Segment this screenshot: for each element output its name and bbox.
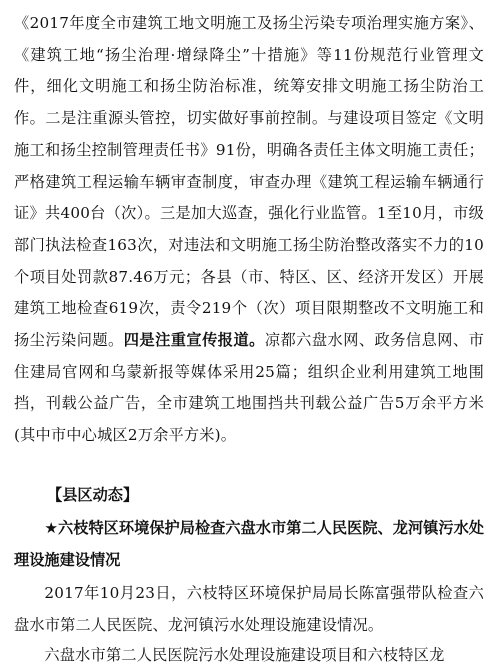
paragraph-text-part2: 凉都六盘水网、政务信息网、市住建局官网和乌蒙新报等媒体采用25篇；组织企业利用建筑工地围挡，刊载公益广告，全市建筑工地围挡共刊载公益广告5万余平方米(其中市中心城区2万余平方米)。 bbox=[14, 331, 484, 445]
body-paragraph bbox=[14, 8, 484, 452]
news-paragraph: 2017年10月23日，六枝特区环境保护局局长陈富强带队检查六盘水市第二人民医院、龙河镇污水处理设施建设情况。 bbox=[14, 584, 484, 634]
paragraph-text-part1: 《2017年度全市建筑工地文明施工及扬尘污染专项治理实施方案》、《建筑工地“扬尘治理·增绿降尘”十措施》等11份规范行业管理文件，细化文明施工和扬尘防治标准，统筹安排文明施工扬尘防治工作。二是注重源头管控，切实做好事前控制。与建设项目签定《文明施工和扬尘控制管理责任书》91份，明确各责任主体文明施工责任；严格建筑工程运输车辆审查制度，审查办理《建筑工程运输车辆通行证》共400台（次）。三是加大巡查，强化行业监管。1至10月，市级部门执法检查163次，对违法和文明施工扬尘防治整改落实不力的10个项目处罚款87.46万元；各县（市、特区、区、经济开发区）开展建筑工地检查619次，责令219个（次）项目限期整改不文明施工和扬尘污染问题。 bbox=[14, 14, 484, 350]
continuation-paragraph: 六盘水市第二人民医院污水处理设施建设项目和六枝特区龙 bbox=[44, 646, 445, 664]
section-heading: 【县区动态】 bbox=[47, 486, 139, 504]
news-headline: ★六枝特区环境保护局检查六盘水市第二人民医院、龙河镇污水处理设施建设情况 bbox=[14, 519, 484, 569]
bold-lead-text: 四是注重宣传报道。 bbox=[123, 331, 265, 350]
